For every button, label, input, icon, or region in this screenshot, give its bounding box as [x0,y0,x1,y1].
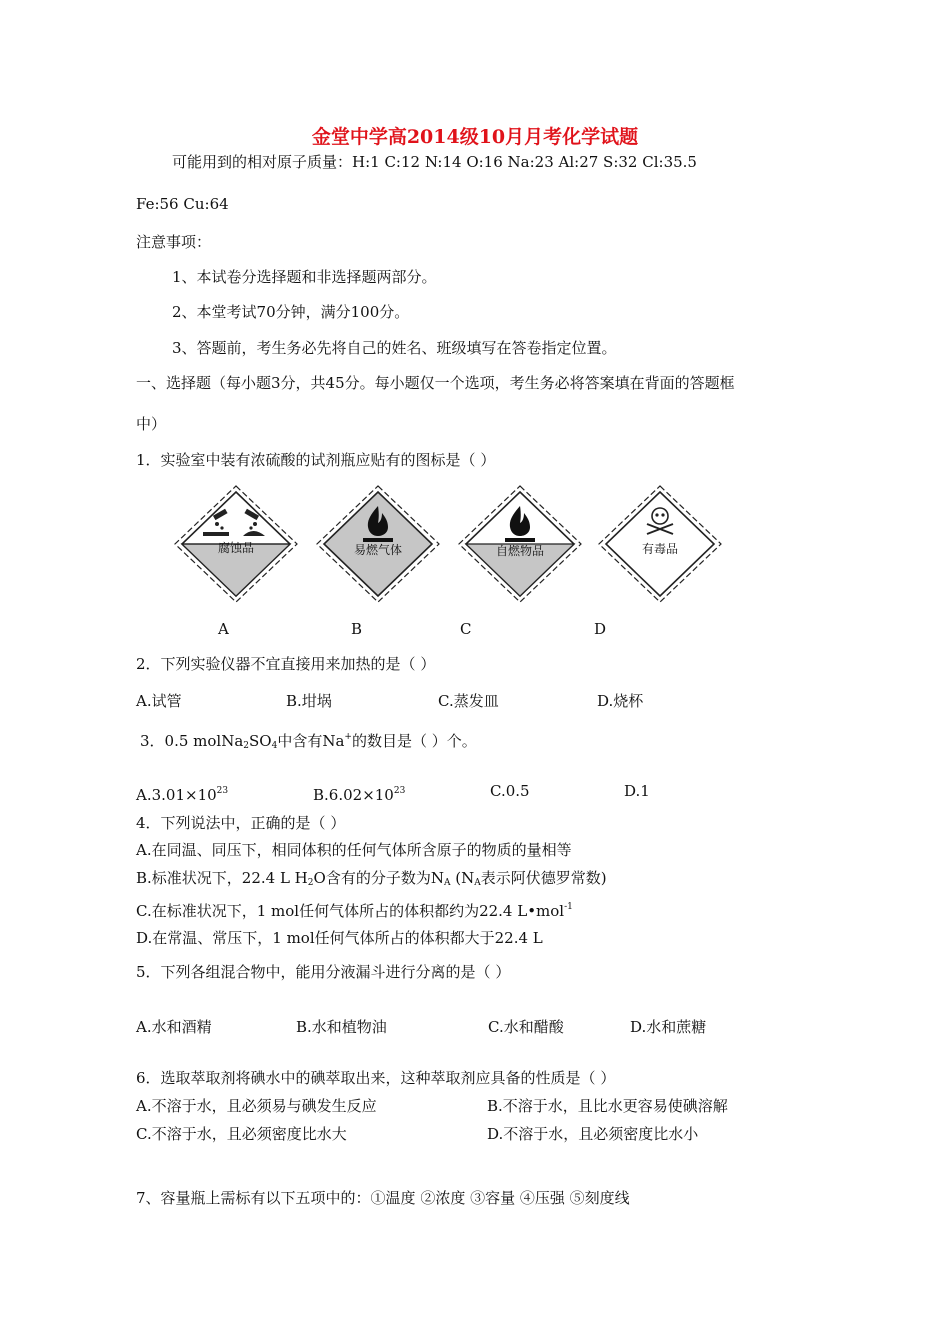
q6-option-b: B.不溶于水，且比水更容易使碘溶解 [487,1097,728,1115]
q6-option-a: A.不溶于水，且必须易与碘发生反应 [136,1097,377,1115]
page-title: 金堂中学高2014级10月月考化学试题 [311,126,639,148]
question-4-stem: 4．下列说法中，正确的是（ ） [136,814,346,832]
q2-option-c: C.蒸发皿 [438,692,499,710]
sign-a-label: 腐蚀品 [217,541,255,555]
toxic-sign-icon [597,484,723,604]
question-5-stem: 5．下列各组混合物中，能用分液漏斗进行分离的是（ ） [136,963,511,981]
self-igniting-sign-icon [457,484,583,604]
notice-heading: 注意事项： [136,233,212,251]
sign-b-label: 易燃气体 [353,543,403,557]
q2-option-a: A.试管 [136,692,182,710]
q5-option-b: B.水和植物油 [296,1018,387,1036]
q6-option-d: D.不溶于水，且必须密度比水小 [487,1125,699,1143]
q4-option-d: D.在常温、常压下，1 mol任何气体所占的体积都大于22.4 L [136,929,543,947]
section-heading: 一、选择题（每小题3分，共45分。每小题仅一个选项，考生务必将答案填在背面的答题框 [136,374,735,392]
question-1-stem: 1．实验室中装有浓硫酸的试剂瓶应贴有的图标是（ ） [136,451,496,469]
q4-option-b: B.标准状况下，22.4 L $H_2O$含有的分子数为$N_A$ ($N_A$表示阿伏德罗常数) [136,869,607,888]
q5-option-d: D.水和蔗糖 [630,1018,707,1036]
question-3-stem: 3．0.5 $molNa_2SO_4$中含有Na+的数目是（ ）个。 [140,732,477,751]
q3-option-c: C.0.5 [490,782,530,800]
q3-option-d: D.1 [624,782,650,800]
sign-c-label: 自燃物品 [495,544,545,558]
q2-option-d: D.烧杯 [597,692,644,710]
q3-option-b: $B.6.02\times 10^{23}$ [313,786,406,804]
atomic-masses-line1: 可能用到的相对原子质量：H:1 C:12 N:14 O:16 Na:23 Al:27 S:32 Cl:35.5 [172,153,697,171]
sign-letter-d: D [594,620,607,638]
notice-item-3: 3、答题前，考生务必先将自己的姓名、班级填写在答卷指定位置。 [172,339,617,357]
sign-letter-c: C [460,620,472,638]
notice-item-1: 1、本试卷分选择题和非选择题两部分。 [172,268,437,286]
q4-option-a: A.在同温、同压下，相同体积的任何气体所含原子的物质的量相等 [136,841,572,859]
atomic-masses-line2: Fe:56 Cu:64 [136,195,229,213]
q5-option-c: C.水和醋酸 [488,1018,564,1036]
question-2-stem: 2．下列实验仪器不宜直接用来加热的是（ ） [136,655,436,673]
q5-option-a: A.水和酒精 [136,1018,212,1036]
question-6-stem: 6．选取萃取剂将碘水中的碘萃取出来，这种萃取剂应具备的性质是（ ） [136,1069,616,1087]
sign-d-label: 有毒品 [641,542,679,556]
q3-option-a: $A.3.01\times 10^{23}$ [136,786,229,804]
corrosive-sign-icon [173,484,299,604]
q2-option-b: B.坩埚 [286,692,332,710]
q6-option-c: C.不溶于水，且必须密度比水大 [136,1125,347,1143]
sign-letter-b: B [351,620,363,638]
q4-option-c: C.在标准状况下，1 mol任何气体所占的体积都约为22.4 L•mol$^{-1}$ [136,902,573,920]
notice-item-2: 2、本堂考试70分钟，满分100分。 [172,303,410,321]
section-heading-cont: 中） [136,415,167,433]
flammable-gas-sign-icon [315,484,441,604]
sign-letter-a: A [218,620,229,638]
question-7-stem: 7、容量瓶上需标有以下五项中的：①温度 ②浓度 ③容量 ④压强 ⑤刻度线 [136,1189,630,1207]
